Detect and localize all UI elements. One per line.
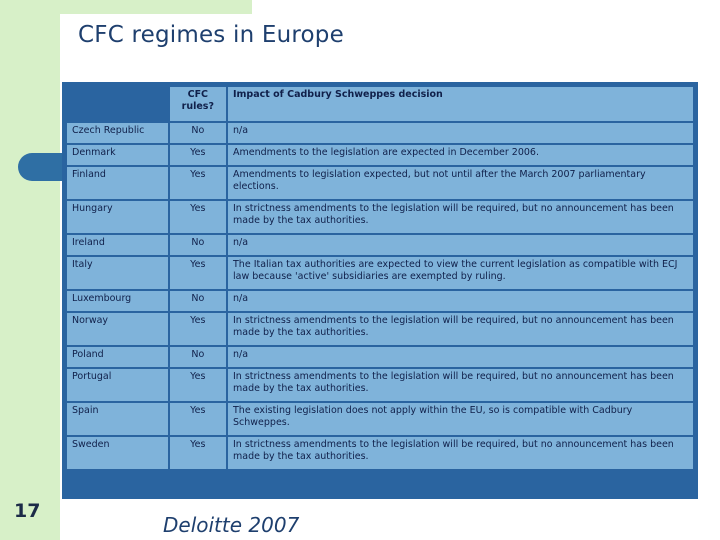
impact-cell: The Italian tax authorities are expected to view the current legislation as compatible with ECJ law because 'active' subsidiaries are exempted by ruling. xyxy=(228,257,693,289)
country-cell: Italy xyxy=(67,257,168,289)
impact-cell: n/a xyxy=(228,291,693,311)
header-impact: Impact of Cadbury Schweppes decision xyxy=(228,87,693,121)
impact-cell: In strictness amendments to the legislation will be required, but no announcement has been made by the tax authorities. xyxy=(228,313,693,345)
left-decorative-band xyxy=(0,0,60,540)
page-number: 17 xyxy=(14,500,41,522)
country-cell: Portugal xyxy=(67,369,168,401)
impact-cell: n/a xyxy=(228,235,693,255)
country-cell: Ireland xyxy=(67,235,168,255)
cfc-table-panel xyxy=(62,82,698,499)
impact-cell: In strictness amendments to the legislation will be required, but no announcement has been made by the tax authorities. xyxy=(228,437,693,469)
table-row xyxy=(67,145,693,165)
table-row xyxy=(67,369,693,401)
impact-cell: Amendments to legislation expected, but not until after the March 2007 parliamentary elections. xyxy=(228,167,693,199)
table-row xyxy=(67,235,693,255)
country-cell: Sweden xyxy=(67,437,168,469)
cfc-rules-cell: Yes xyxy=(170,313,226,345)
top-decorative-band xyxy=(60,0,252,14)
impact-cell: Amendments to the legislation are expected in December 2006. xyxy=(228,145,693,165)
cfc-rules-cell: Yes xyxy=(170,257,226,289)
cfc-rules-cell: No xyxy=(170,235,226,255)
country-cell: Spain xyxy=(67,403,168,435)
cfc-rules-cell: Yes xyxy=(170,437,226,469)
impact-cell: In strictness amendments to the legislation will be required, but no announcement has been made by the tax authorities. xyxy=(228,369,693,401)
footer-source: Deloitte 2007 xyxy=(163,513,300,537)
table-row xyxy=(67,313,693,345)
cfc-rules-cell: Yes xyxy=(170,369,226,401)
cfc-rules-cell: Yes xyxy=(170,201,226,233)
table-row xyxy=(67,291,693,311)
table-row xyxy=(67,257,693,289)
country-cell: Poland xyxy=(67,347,168,367)
header-country xyxy=(67,87,168,121)
slide-title: CFC regimes in Europe xyxy=(78,22,344,48)
cfc-rules-cell: No xyxy=(170,123,226,143)
slide-tab-marker xyxy=(18,153,68,181)
table-row xyxy=(67,201,693,233)
cfc-rules-cell: No xyxy=(170,291,226,311)
table-row xyxy=(67,403,693,435)
cfc-rules-cell: Yes xyxy=(170,167,226,199)
country-cell: Hungary xyxy=(67,201,168,233)
country-cell: Denmark xyxy=(67,145,168,165)
table-row xyxy=(67,167,693,199)
cfc-rules-cell: Yes xyxy=(170,403,226,435)
country-cell: Norway xyxy=(67,313,168,345)
impact-cell: The existing legislation does not apply within the EU, so is compatible with Cadbury Schweppes. xyxy=(228,403,693,435)
impact-cell: In strictness amendments to the legislation will be required, but no announcement has been made by the tax authorities. xyxy=(228,201,693,233)
country-cell: Luxembourg xyxy=(67,291,168,311)
table-row xyxy=(67,123,693,143)
cfc-rules-cell: No xyxy=(170,347,226,367)
impact-cell: n/a xyxy=(228,123,693,143)
table-row xyxy=(67,437,693,469)
table-row xyxy=(67,347,693,367)
cfc-rules-cell: Yes xyxy=(170,145,226,165)
country-cell: Finland xyxy=(67,167,168,199)
country-cell: Czech Republic xyxy=(67,123,168,143)
table-header-row xyxy=(67,87,693,121)
impact-cell: n/a xyxy=(228,347,693,367)
header-cfc-rules: CFC rules? xyxy=(170,87,226,121)
cfc-regimes-table xyxy=(65,85,695,471)
